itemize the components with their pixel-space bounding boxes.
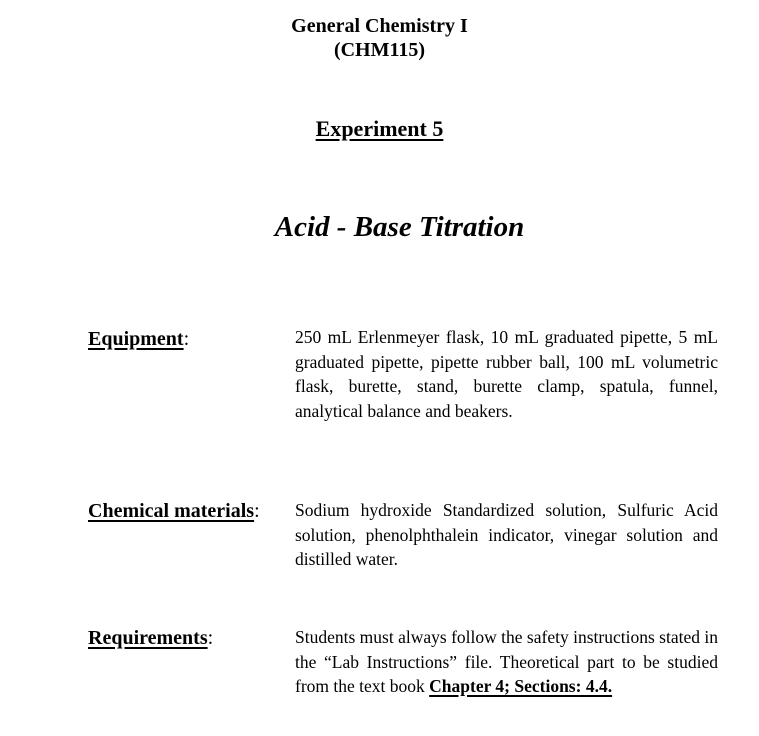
equipment-label <box>88 327 189 351</box>
course-code: (CHM115) <box>333 39 426 61</box>
course-name: General Chemistry I <box>291 15 468 37</box>
chemicals-label <box>88 499 260 523</box>
requirements-label-colon: : <box>207 627 214 649</box>
requirements-body: Students must always follow the safety instructions stated in the “Lab Instructions” file. Theoretical part to be studied from the text book <box>295 627 718 696</box>
requirements-label <box>88 626 213 650</box>
chemicals-label-text: Chemical materials <box>88 500 255 522</box>
chemicals-text: Sodium hydroxide Standardized solution, Sulfuric Acid solution, phenolphthalein indicator, vinegar solution and distilled water. <box>295 500 718 569</box>
equipment-label-text: Equipment <box>88 328 184 350</box>
course-header <box>0 14 759 62</box>
chapter-reference: Chapter 4; Sections: 4.4. <box>429 676 613 696</box>
chemicals-label-colon: : <box>254 500 260 522</box>
requirements-label-text: Requirements <box>88 627 208 649</box>
page-title: Acid - Base Titration <box>274 211 525 243</box>
equipment-text: 250 mL Erlenmeyer flask, 10 mL graduated pipette, 5 mL graduated pipette, pipette rubber ball, 100 mL volumetric flask, burette, stand, burette clamp, spatula, funnel, analytical balance and beakers. <box>295 327 718 421</box>
equipment-label-colon: : <box>183 328 190 350</box>
requirements-text <box>295 625 718 699</box>
experiment-number: Experiment 5 <box>315 116 444 141</box>
experiment-heading <box>0 116 759 142</box>
